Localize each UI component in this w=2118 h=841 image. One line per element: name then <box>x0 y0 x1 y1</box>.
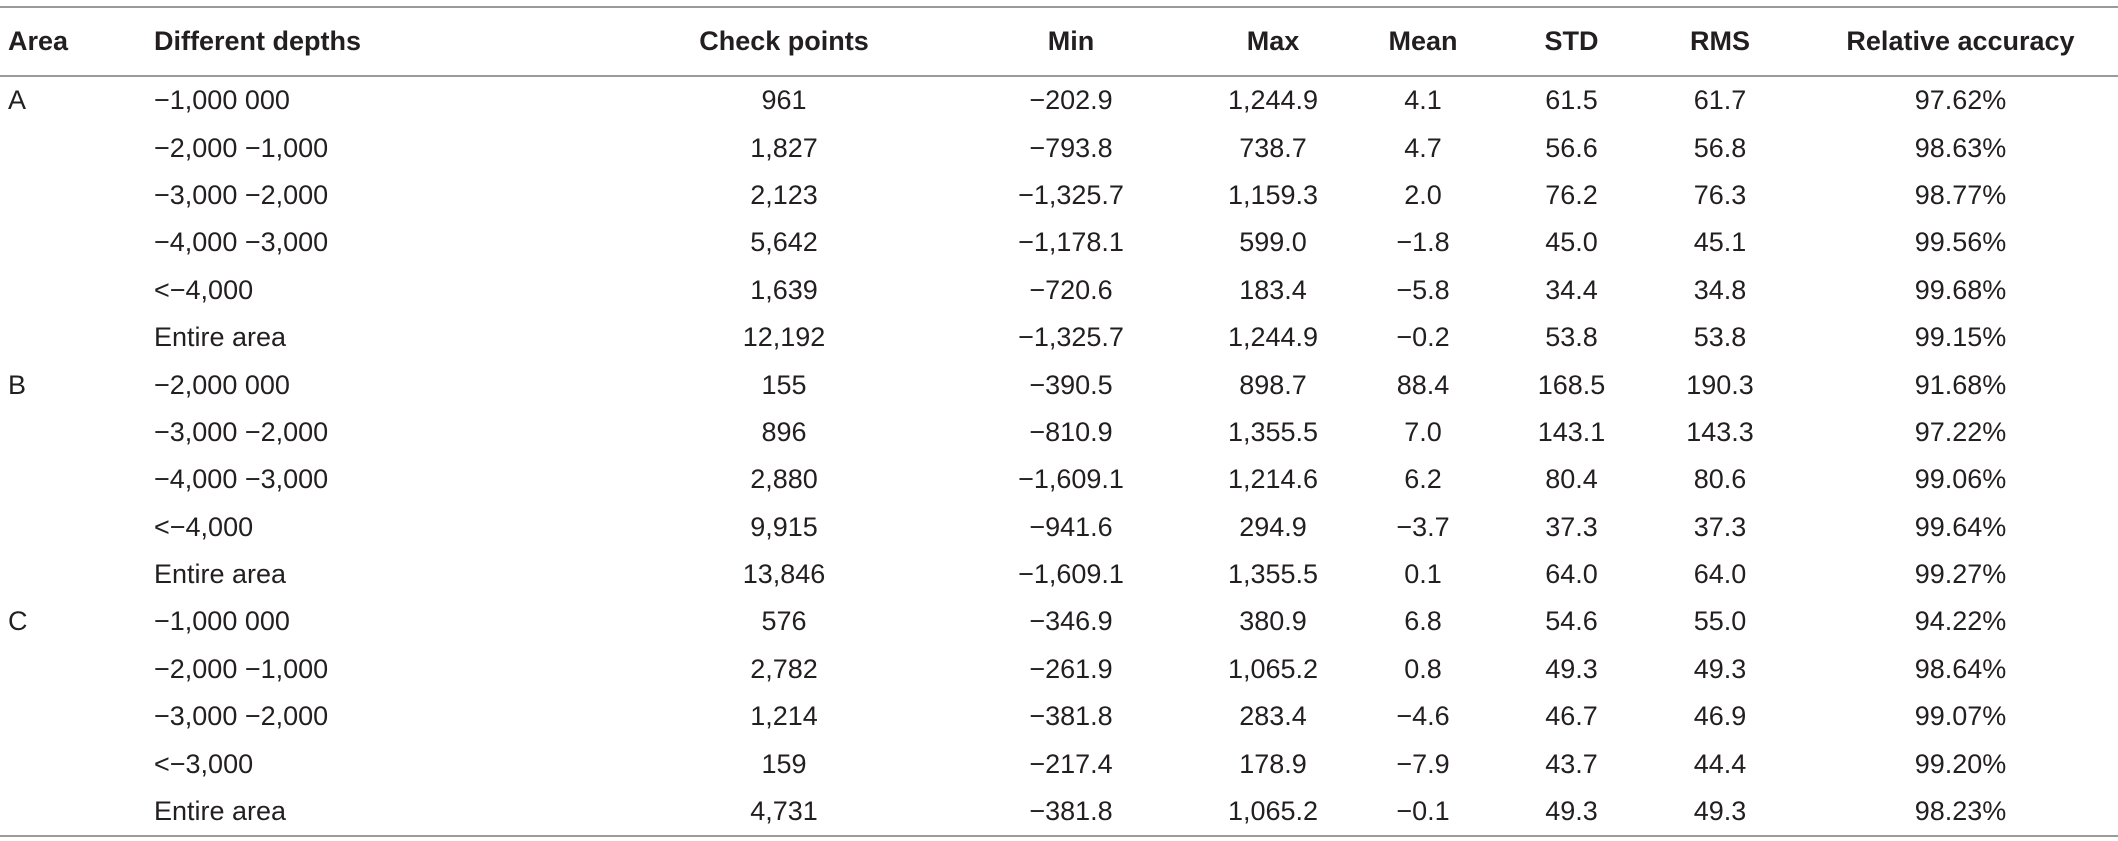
cell-area <box>0 788 154 836</box>
cell-std: 76.2 <box>1545 179 1598 210</box>
header-check-points: Check points <box>699 26 869 56</box>
cell-max: 294.9 <box>1239 511 1307 542</box>
cell-min: −1,325.7 <box>1018 322 1124 353</box>
cell-relative-accuracy: 91.68% <box>1914 369 2007 400</box>
cell-std: 64.0 <box>1545 559 1598 590</box>
cell-max: 283.4 <box>1239 701 1307 732</box>
cell-depth: <−3,000 <box>154 748 254 779</box>
cell-mean: −0.1 <box>1396 796 1450 827</box>
cell-mean: 2.0 <box>1404 179 1442 210</box>
header-relative-accuracy: Relative accuracy <box>1846 26 2075 56</box>
cell-check-points: 1,639 <box>750 274 818 305</box>
cell-min: −390.5 <box>1029 369 1113 400</box>
cell-max: 738.7 <box>1239 132 1307 163</box>
cell-depth: Entire area <box>154 796 287 827</box>
cell-area <box>0 740 154 787</box>
cell-check-points: 5,642 <box>750 227 818 258</box>
cell-std: 53.8 <box>1545 322 1598 353</box>
table-body <box>0 76 2118 836</box>
cell-std: 45.0 <box>1545 227 1598 258</box>
cell-depth: Entire area <box>154 559 287 590</box>
cell-mean: −1.8 <box>1396 227 1450 258</box>
cell-mean: 0.1 <box>1404 559 1442 590</box>
cell-mean: −7.9 <box>1396 748 1450 779</box>
cell-depth: Entire area <box>154 322 287 353</box>
cell-depth: −3,000 −2,000 <box>154 179 329 210</box>
cell-mean: −3.7 <box>1396 511 1450 542</box>
header-std: STD <box>1544 26 1599 56</box>
cell-rms: 49.3 <box>1693 796 1747 827</box>
cell-min: −720.6 <box>1029 274 1113 305</box>
header-max: Max <box>1246 26 1300 56</box>
cell-std: 143.1 <box>1537 416 1606 447</box>
cell-depth: −1,000 000 <box>154 606 290 637</box>
table-row <box>0 172 2118 219</box>
cell-depth: −4,000 −3,000 <box>154 464 329 495</box>
cell-relative-accuracy: 98.64% <box>1914 653 2007 684</box>
cell-rms: 64.0 <box>1693 559 1747 590</box>
cell-area <box>0 124 154 171</box>
cell-depth: <−4,000 <box>154 274 254 305</box>
cell-check-points: 2,123 <box>750 179 818 210</box>
cell-rms: 80.6 <box>1693 464 1747 495</box>
cell-rms: 76.3 <box>1693 179 1747 210</box>
cell-relative-accuracy: 98.23% <box>1914 796 2007 827</box>
cell-rms: 56.8 <box>1693 132 1747 163</box>
table-row <box>0 314 2118 361</box>
cell-check-points: 2,880 <box>750 464 818 495</box>
cell-min: −1,609.1 <box>1018 559 1124 590</box>
cell-mean: 0.8 <box>1404 653 1442 684</box>
cell-area <box>0 551 154 598</box>
header-different-depths: Different depths <box>154 26 362 56</box>
header-area: Area <box>8 26 69 56</box>
cell-check-points: 12,192 <box>742 322 826 353</box>
cell-depth: −1,000 000 <box>154 85 290 116</box>
cell-min: −1,609.1 <box>1018 464 1124 495</box>
cell-max: 178.9 <box>1239 748 1307 779</box>
table-header <box>0 7 2118 76</box>
cell-depth: −2,000 −1,000 <box>154 653 329 684</box>
cell-std: 80.4 <box>1545 464 1598 495</box>
cell-relative-accuracy: 99.64% <box>1914 511 2007 542</box>
cell-relative-accuracy: 99.06% <box>1914 464 2007 495</box>
cell-relative-accuracy: 97.22% <box>1914 416 2007 447</box>
cell-rms: 143.3 <box>1686 416 1754 447</box>
cell-std: 61.5 <box>1545 85 1598 116</box>
cell-area <box>0 219 154 266</box>
header-row <box>0 7 2118 76</box>
cell-max: 1,214.6 <box>1227 464 1319 495</box>
cell-rms: 37.3 <box>1693 511 1747 542</box>
table-row <box>0 456 2118 503</box>
cell-rms: 46.9 <box>1693 701 1747 732</box>
cell-relative-accuracy: 98.77% <box>1914 179 2007 210</box>
cell-relative-accuracy: 99.15% <box>1914 322 2007 353</box>
cell-check-points: 9,915 <box>750 511 818 542</box>
cell-min: −793.8 <box>1029 132 1113 163</box>
cell-min: −941.6 <box>1029 511 1113 542</box>
cell-max: 1,244.9 <box>1227 322 1319 353</box>
cell-max: 898.7 <box>1239 369 1307 400</box>
table-row <box>0 504 2118 551</box>
cell-min: −1,325.7 <box>1018 179 1124 210</box>
cell-relative-accuracy: 99.07% <box>1914 701 2007 732</box>
table-row <box>0 124 2118 171</box>
cell-std: 54.6 <box>1545 606 1598 637</box>
cell-check-points: 13,846 <box>742 559 826 590</box>
cell-relative-accuracy: 94.22% <box>1914 606 2007 637</box>
cell-min: −1,178.1 <box>1018 227 1124 258</box>
cell-relative-accuracy: 99.68% <box>1914 274 2007 305</box>
cell-max: 183.4 <box>1239 274 1307 305</box>
cell-depth: −4,000 −3,000 <box>154 227 329 258</box>
cell-depth: −3,000 −2,000 <box>154 701 329 732</box>
cell-rms: 45.1 <box>1693 227 1747 258</box>
accuracy-table <box>0 6 2118 837</box>
cell-depth: −3,000 −2,000 <box>154 416 329 447</box>
cell-std: 37.3 <box>1545 511 1598 542</box>
cell-depth: −2,000 −1,000 <box>154 132 329 163</box>
cell-std: 43.7 <box>1545 748 1598 779</box>
cell-area <box>0 456 154 503</box>
cell-area <box>0 267 154 314</box>
cell-max: 1,355.5 <box>1227 416 1319 447</box>
cell-mean: 4.1 <box>1404 85 1442 116</box>
cell-max: 599.0 <box>1239 227 1307 258</box>
cell-mean: 88.4 <box>1396 369 1450 400</box>
cell-rms: 61.7 <box>1693 85 1747 116</box>
cell-std: 46.7 <box>1545 701 1598 732</box>
cell-rms: 49.3 <box>1693 653 1747 684</box>
cell-check-points: 896 <box>761 416 807 447</box>
accuracy-table-container <box>0 6 2118 837</box>
header-rms: RMS <box>1690 26 1750 56</box>
cell-min: −810.9 <box>1029 416 1113 447</box>
header-mean: Mean <box>1388 26 1458 56</box>
cell-mean: 6.8 <box>1404 606 1442 637</box>
cell-area <box>0 314 154 361</box>
cell-std: 49.3 <box>1545 653 1598 684</box>
table-row <box>0 693 2118 740</box>
cell-check-points: 576 <box>761 606 807 637</box>
table-row <box>0 219 2118 266</box>
cell-max: 1,065.2 <box>1227 653 1319 684</box>
cell-min: −261.9 <box>1029 653 1113 684</box>
cell-std: 56.6 <box>1545 132 1598 163</box>
cell-check-points: 2,782 <box>750 653 818 684</box>
cell-mean: −4.6 <box>1396 701 1450 732</box>
cell-area <box>0 646 154 693</box>
table-row <box>0 740 2118 787</box>
cell-relative-accuracy: 99.20% <box>1914 748 2007 779</box>
cell-max: 1,355.5 <box>1227 559 1319 590</box>
cell-rms: 44.4 <box>1693 748 1747 779</box>
cell-mean: −0.2 <box>1396 322 1450 353</box>
cell-relative-accuracy: 99.56% <box>1914 227 2007 258</box>
cell-std: 168.5 <box>1537 369 1606 400</box>
cell-max: 380.9 <box>1239 606 1307 637</box>
cell-check-points: 961 <box>761 85 807 116</box>
table-row <box>0 551 2118 598</box>
cell-area <box>0 693 154 740</box>
cell-min: −346.9 <box>1029 606 1113 637</box>
table-row <box>0 409 2118 456</box>
cell-check-points: 1,214 <box>750 701 818 732</box>
table-row <box>0 788 2118 836</box>
cell-area: B <box>8 369 27 400</box>
cell-area: A <box>8 85 27 116</box>
cell-mean: −5.8 <box>1396 274 1450 305</box>
cell-check-points: 4,731 <box>750 796 818 827</box>
cell-rms: 190.3 <box>1686 369 1754 400</box>
cell-max: 1,244.9 <box>1227 85 1319 116</box>
cell-rms: 55.0 <box>1693 606 1747 637</box>
table-row <box>0 361 2118 408</box>
cell-min: −381.8 <box>1029 796 1113 827</box>
cell-min: −217.4 <box>1029 748 1113 779</box>
cell-area <box>0 172 154 219</box>
cell-check-points: 159 <box>761 748 807 779</box>
cell-depth: <−4,000 <box>154 511 254 542</box>
cell-max: 1,159.3 <box>1227 179 1319 210</box>
cell-min: −202.9 <box>1029 85 1113 116</box>
cell-std: 34.4 <box>1545 274 1598 305</box>
table-row <box>0 598 2118 645</box>
header-min: Min <box>1047 26 1095 56</box>
cell-mean: 6.2 <box>1404 464 1442 495</box>
table-row <box>0 646 2118 693</box>
cell-std: 49.3 <box>1545 796 1598 827</box>
cell-relative-accuracy: 98.63% <box>1914 132 2007 163</box>
cell-check-points: 1,827 <box>750 132 818 163</box>
cell-area <box>0 504 154 551</box>
cell-rms: 53.8 <box>1693 322 1747 353</box>
cell-min: −381.8 <box>1029 701 1113 732</box>
cell-area <box>0 409 154 456</box>
cell-depth: −2,000 000 <box>154 369 290 400</box>
cell-mean: 4.7 <box>1404 132 1442 163</box>
cell-max: 1,065.2 <box>1227 796 1319 827</box>
table-row <box>0 76 2118 124</box>
cell-area: C <box>8 606 28 637</box>
cell-relative-accuracy: 97.62% <box>1914 85 2007 116</box>
cell-mean: 7.0 <box>1404 416 1442 447</box>
cell-relative-accuracy: 99.27% <box>1914 559 2007 590</box>
cell-rms: 34.8 <box>1693 274 1747 305</box>
cell-check-points: 155 <box>761 369 807 400</box>
table-row <box>0 267 2118 314</box>
